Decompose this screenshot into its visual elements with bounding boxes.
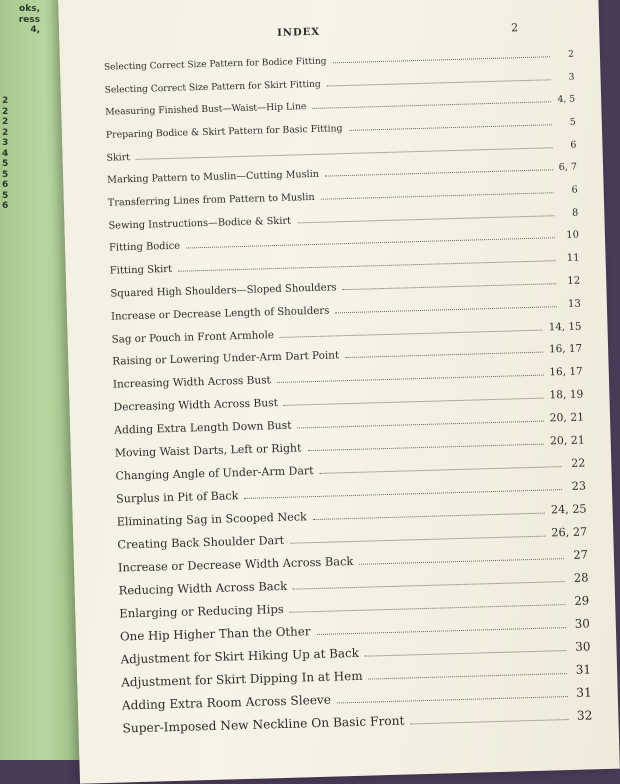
index-entry-page: 20, 21 (549, 410, 585, 425)
index-entry-label: Adding Extra Room Across Sleeve (121, 692, 332, 713)
previous-page-number: 2 (2, 106, 9, 117)
index-entry-label: Selecting Correct Size Pattern for Bodice Fitting (103, 56, 327, 73)
previous-page-edge (0, 0, 46, 250)
index-entry-label: Super-Imposed New Neckline On Basic Front (122, 714, 405, 736)
index-entry-page: 6, 7 (558, 161, 578, 174)
previous-page-number: 2 (2, 127, 9, 138)
index-entry-label: Selecting Correct Size Pattern for Skirt Fitting (104, 79, 321, 96)
index-entry-page: 8 (571, 207, 579, 219)
dot-leader (284, 397, 543, 406)
index-entry-page: 31 (576, 685, 592, 701)
dot-leader (345, 351, 543, 359)
index-entry-label: Transferring Lines from Pattern to Muslin (107, 191, 315, 209)
index-entry-label: Measuring Finished Bust—Waist—Hip Line (105, 101, 307, 118)
index-entry-label: Increase or Decrease Width Across Back (117, 553, 354, 575)
dot-leader (290, 534, 545, 543)
dot-leader (320, 465, 562, 474)
dot-leader (316, 626, 565, 635)
index-entry-label: Raising or Lowering Under-Arm Dart Point (112, 349, 340, 369)
index-entry-page: 28 (573, 570, 589, 585)
index-entry-page: 10 (566, 229, 580, 242)
dot-leader (325, 168, 553, 176)
dot-leader (312, 101, 551, 110)
index-entry-label: Fitting Skirt (109, 264, 173, 277)
previous-page-numbers (2, 96, 8, 212)
dot-leader (335, 305, 557, 313)
index-page (58, 0, 620, 784)
dot-leader (369, 672, 568, 680)
index-entry-label: Decreasing Width Across Bust (113, 396, 279, 414)
index-title: INDEX (277, 26, 321, 39)
index-entry-label: Adjustment for Skirt Hiking Up at Back (120, 645, 360, 667)
index-entry-page: 2 (568, 49, 575, 60)
previous-page-text-line: 4, (30, 25, 40, 35)
index-entry-page: 20, 21 (549, 433, 585, 448)
dot-leader (343, 282, 557, 290)
dot-leader (280, 328, 543, 337)
index-entry-label: Enlarging or Reducing Hips (119, 601, 284, 621)
index-entry-label: Sag or Pouch in Front Armhole (111, 328, 275, 346)
previous-page-number: 2 (2, 117, 9, 127)
index-entry-page: 3 (568, 72, 575, 83)
index-entry-label: Sewing Instructions—Bodice & Skirt (108, 215, 292, 232)
index-entry-page: 26, 27 (551, 525, 588, 540)
index-entry-page: 16, 17 (549, 365, 583, 379)
index-entry-label: Changing Angle of Under-Arm Dart (115, 463, 314, 483)
index-entry-label: Creating Back Shoulder Dart (117, 533, 285, 552)
previous-page-text-line: ress (18, 14, 40, 25)
index-entry-page: 30 (575, 639, 591, 654)
index-entry-label: Eliminating Sag in Scooped Neck (116, 510, 308, 529)
index-entry-label: Increasing Width Across Bust (112, 374, 271, 391)
dot-leader (277, 374, 544, 383)
dot-leader (349, 123, 552, 131)
index-entry-label: Reducing Width Across Back (118, 578, 288, 598)
index-entry-label: Adjustment for Skirt Dipping In at Hem (121, 668, 363, 690)
previous-page-number: 5 (2, 169, 9, 180)
index-entry-page: 23 (571, 479, 587, 493)
dot-leader (298, 420, 544, 429)
previous-page-number: 5 (2, 159, 9, 169)
previous-page-number: 2 (2, 96, 9, 106)
previous-page-text-line: oks, (19, 4, 40, 14)
dot-leader (365, 649, 567, 657)
index-entry-page: 13 (567, 298, 582, 310)
dot-leader (297, 214, 554, 223)
index-entry-label: Skirt (106, 151, 131, 164)
index-entry-page: 14, 15 (548, 320, 582, 333)
previous-page-number: 5 (2, 190, 9, 201)
index-entry-page: 18, 19 (549, 387, 584, 402)
dot-leader (337, 695, 568, 703)
index-entry-page: 16, 17 (548, 342, 583, 356)
dot-leader (333, 55, 550, 63)
index-entry-label: Marking Pattern to Muslin—Cutting Muslin (107, 169, 320, 186)
dot-leader (359, 557, 564, 565)
dot-leader (321, 191, 554, 200)
previous-page-number: 3 (2, 138, 9, 148)
index-entry-page: 6 (570, 139, 577, 151)
previous-page-top-text (6, 4, 40, 36)
index-entry-label: Moving Waist Darts, Left or Right (114, 441, 302, 460)
index-entry-page: 27 (573, 547, 589, 562)
index-entry-label: Fitting Bodice (108, 241, 181, 255)
dot-leader (410, 718, 568, 724)
index-entry-page: 31 (575, 662, 592, 677)
previous-page-number: 6 (2, 180, 9, 190)
index-entry-page: 12 (567, 275, 581, 287)
index-entry-page: 5 (569, 116, 576, 128)
index-entry-label: Adding Extra Length Down Bust (114, 418, 292, 437)
index-entry-page: 29 (574, 593, 590, 608)
previous-page-number: 6 (2, 201, 9, 211)
index-entry-page: 4, 5 (557, 93, 576, 106)
dot-leader (327, 78, 551, 86)
index-entry-page: 24, 25 (550, 502, 587, 517)
previous-page-number: 4 (2, 148, 9, 159)
index-entry-page: 6 (571, 184, 578, 196)
dot-leader (307, 443, 544, 452)
index-entry-label: Surplus in Pit of Back (115, 488, 239, 506)
dot-leader (244, 488, 562, 499)
dot-leader (313, 511, 545, 519)
index-entry-page: 22 (571, 456, 586, 470)
index-title-page-number: 2 (510, 21, 519, 35)
index-entry-page: 11 (566, 252, 580, 265)
index-entry-label: Preparing Bodice & Skirt Pattern for Basic Fitting (105, 122, 343, 141)
dot-leader (293, 580, 564, 590)
dot-leader (290, 603, 565, 613)
index-entry-label: One Hip Higher Than the Other (119, 624, 311, 644)
index-entry-page: 30 (574, 616, 590, 631)
index-entry-label: Squared High Shoulders—Sloped Shoulders (110, 282, 337, 300)
index-entry-label: Increase or Decrease Length of Shoulders (110, 305, 330, 323)
index-entry-page: 32 (576, 708, 593, 724)
